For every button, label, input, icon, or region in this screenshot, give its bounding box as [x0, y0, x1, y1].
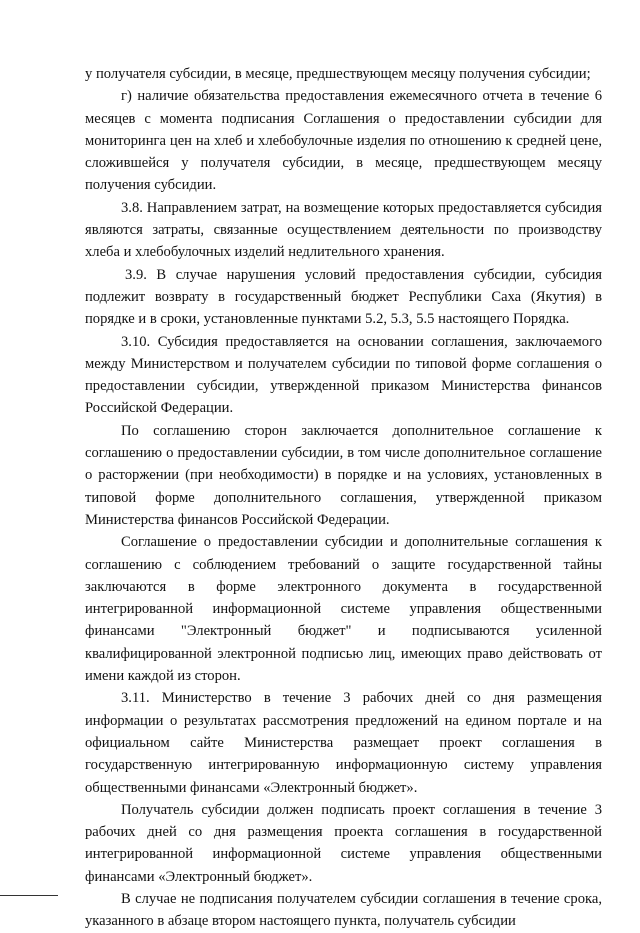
paragraph-additional-agreement: По соглашению сторон заключается дополнительное соглашение к соглашению о предоставлении субсидии, в том числе дополнительное соглашение о расторжении (при необходимости) в порядке и на условиях, установленных в типовой форме дополнительного соглашения, утвержденной приказом Министерства финансов Российской Федерации. — [85, 422, 602, 528]
paragraph-3-10: 3.10. Субсидия предоставляется на основании соглашения, заключаемого между Министерством и получателем субсидии по типовой форме соглашения о предоставлении субсидии, утвержденной приказом Министерства финансов Российской Федерации. — [85, 333, 602, 417]
paragraph-3-9: 3.9. В случае нарушения условий предоставления субсидии, субсидия подлежит возврату в государственный бюджет Республики Саха (Якутия) в порядке и в сроки, установленные пунктами 5.2, 5.3, 5.5 настоящего Порядка. — [85, 266, 602, 328]
paragraph-3-11: 3.11. Министерство в течение 3 рабочих дней со дня размещения информации о результатах рассмотрения предложений на едином портале и на официальном сайте Министерства размещает проект соглашения в государственную интегрированную информационную систему управления общественными финансами «Электронный бюджет». — [85, 690, 602, 796]
paragraph-non-signing: В случае не подписания получателем субсидии соглашения в течение срока, указанного в абзаце втором настоящего пункта, получатель субсидии — [85, 890, 602, 930]
footnote-divider — [0, 895, 58, 896]
paragraph-3-8: 3.8. Направлением затрат, на возмещение которых предоставляется субсидия являются затраты, связанные осуществлением деятельности по производству хлеба и хлебобулочных изделий недлительного хранения. — [85, 199, 602, 261]
paragraph-item-g: г) наличие обязательства предоставления ежемесячного отчета в течение 6 месяцев с момента подписания Соглашения о предоставлении субсидии для мониторинга цен на хлеб и хлебобулочные изделия по отношению к средней цене, сложившейся у получателя субсидии, в месяце, предшествующем месяцу получения субсидии. — [85, 88, 602, 194]
paragraph-signing-deadline: Получатель субсидии должен подписать проект соглашения в течение 3 рабочих дней со дня размещения проекта соглашения в государственной интегрированной информационной системе управления общественными финансами «Электронный бюджет». — [85, 801, 602, 885]
paragraph-electronic-agreement: Соглашение о предоставлении субсидии и дополнительные соглашения к соглашению с соблюдением требований о защите государственной тайны заключаются в форме электронного документа в государственной интегрированной информационной системе управления общественными финансами "Электронный бюджет" и подписываются усиленной квалифицированной электронной подписью лиц, имеющих право действовать от имени каждой из сторон. — [85, 534, 602, 685]
document-body — [85, 63, 602, 933]
paragraph-continuation: у получателя субсидии, в месяце, предшествующем месяцу получения субсидии; — [85, 66, 591, 82]
